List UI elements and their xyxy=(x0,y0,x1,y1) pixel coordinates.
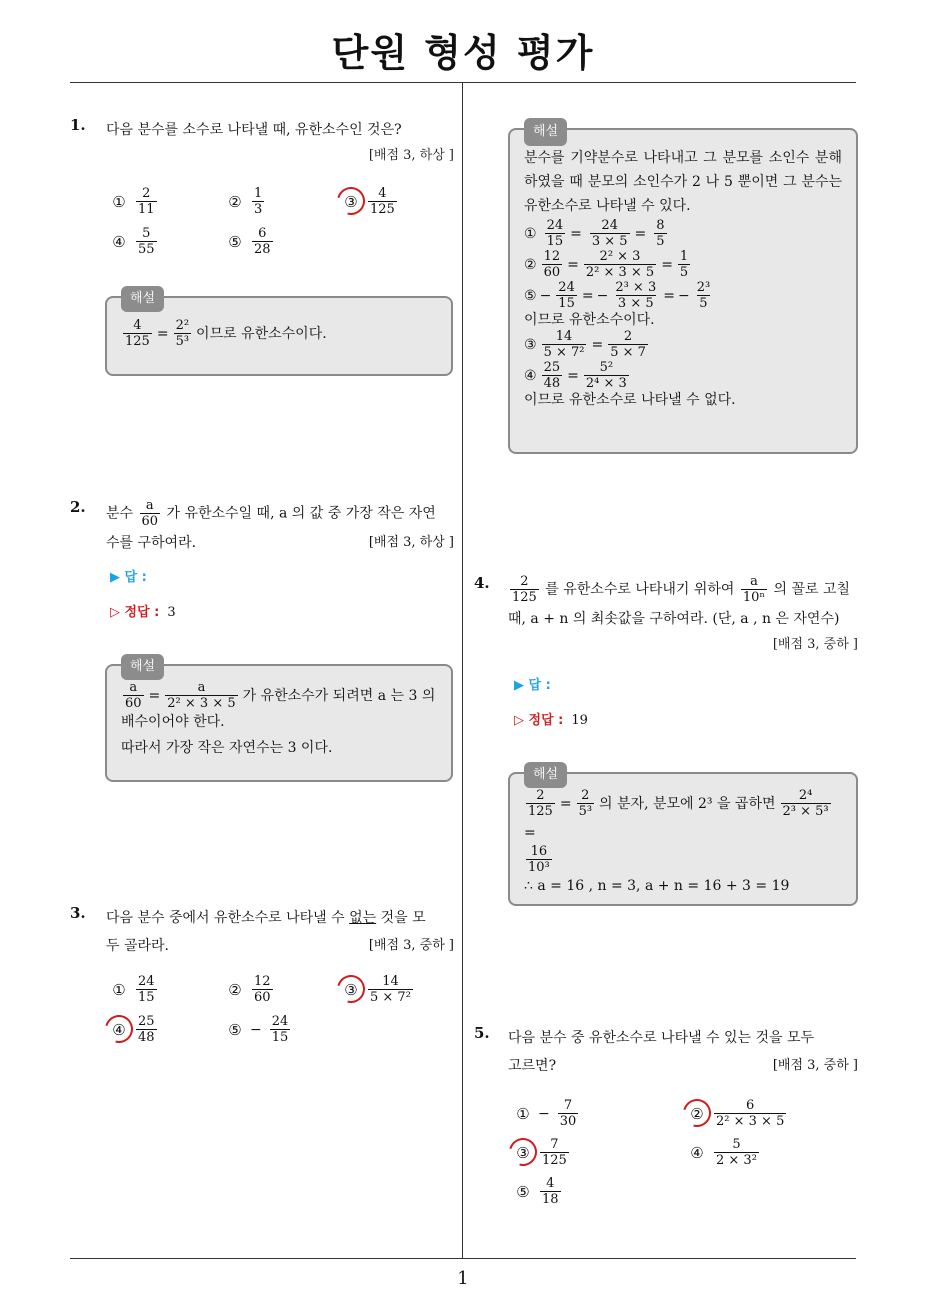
explanation-row: ② $\frac{12}{60}$ = $\frac{\text{2² × 3}}{\text{2² × 3 × 5}}$ = $\frac{1}{5}$ xyxy=(524,249,689,280)
question-4: 4. $\frac{2}{125}$ 를 유한소수로 나타내기 위하여 $\frac{a}{\text{10ⁿ}}$ 의 꼴로 고칠 때, a + n 의 최솟값을 구하여라. (단, a , n 은 자연수) [배점 3, 중하 ] xyxy=(474,574,858,652)
choice-marker: ② xyxy=(228,192,242,211)
question-text: 때, a + n 의 최솟값을 구하여라. (단, a , n 은 자연수) xyxy=(508,611,840,627)
question-text: 다음 분수 중에서 유한소수로 나타낼 수 xyxy=(106,910,350,926)
question-number: 4. xyxy=(474,574,490,592)
q2-explanation: 해설 $\frac{a}{60}$ = $\frac{a}{\text{2² × 3 × 5}}$ 가 유한소수가 되려면 a 는 3 의 배수이어야 한다. 따라서 가장 작은 자연수는 3 이다. xyxy=(105,664,453,782)
question-text: 분수 xyxy=(106,505,134,522)
choice-3[interactable]: ③ $\frac{7}{125}$ xyxy=(514,1137,571,1168)
choice-4[interactable]: ④ $\frac{5}{\text{2 × 3²}}$ xyxy=(690,1137,757,1168)
points-label: [배점 3, 중하 ] xyxy=(772,1058,858,1073)
choice-1[interactable]: ① $\frac{2}{11}$ xyxy=(110,186,159,217)
explanation-row: ③ $\frac{14}{\text{5 × 7²}}$ = $\frac{2}{5 \times 7}$ xyxy=(524,329,646,360)
choice-marker: ④ xyxy=(112,232,126,251)
explanation-row: ⑤ − $\frac{24}{15}$ = − $\frac{\text{2³ × 3}}{3 \times 5}$ = − $\frac{\text{2³}}{5}$ xyxy=(524,280,711,311)
choice-marker: ⑤ xyxy=(228,232,242,251)
points-label: [배점 3, 중하 ] xyxy=(772,637,858,652)
choice-marker: ① xyxy=(112,192,126,211)
choice-marker-selected: ③ xyxy=(342,981,360,999)
choice-4[interactable]: ④ $\frac{5}{55}$ xyxy=(110,226,159,257)
explanation-tag: 해설 xyxy=(121,654,164,680)
page-title: 단원 형성 평가 xyxy=(331,31,595,75)
question-number: 3. xyxy=(70,904,86,922)
question-5 xyxy=(474,1024,858,1080)
choice-marker-selected: ③ xyxy=(342,193,360,211)
explanation-tag: 해설 xyxy=(121,286,164,312)
points-label: [배점 3, 중하 ] xyxy=(368,938,454,953)
question-text: 고르면? xyxy=(508,1058,557,1074)
explanation-text: ∴ a = 16 , n = 3, a + n = 16 + 3 = 19 xyxy=(524,878,790,894)
question-2: 2. 분수 $\frac{a}{60}$ 가 유한소수일 때, a 의 값 중 가장 작은 자연 수를 구하여라. [배점 3, 하상 ] xyxy=(70,498,454,557)
page-number: 1 xyxy=(457,1268,469,1289)
points-label: [배점 3, 하상 ] xyxy=(368,535,454,550)
question-text: 수를 구하여라. xyxy=(106,535,197,551)
explanation-text: 따라서 가장 작은 자연수는 3 이다. xyxy=(121,740,333,756)
choice-5[interactable]: ⑤ $\frac{6}{28}$ xyxy=(226,226,275,257)
question-number: 2. xyxy=(70,498,86,516)
choice-marker-selected: ④ xyxy=(110,1021,128,1039)
answer-field[interactable]: ▶ 답 : xyxy=(514,678,551,693)
q3-explanation xyxy=(508,124,858,454)
question-text-underlined: 없는 xyxy=(349,910,377,926)
explanation-text: 의 분자, 분모에 2³ 을 곱하면 xyxy=(599,795,776,812)
explanation-text: 가 유한소수가 되려면 a 는 3 의 xyxy=(242,687,436,704)
explanation-tag: 해설 xyxy=(524,118,567,146)
explanation-text: 분수를 기약분수로 나타내고 그 분모를 소인수 분해하였을 때 분모의 소인수가 2 나 5 뿐이면 그 분수는 유한소수로 나타낼 수 있다. xyxy=(524,150,842,214)
q4-explanation: 해설 $\frac{2}{125}$ = $\frac{2}{\text{5³}}$ 의 분자, 분모에 2³ 을 곱하면 $\frac{\text{2⁴}}{\text{2³ × 5³}}$ = $\frac{16}{\text{10³}}$ ∴ a = 16 , n = 3, a + n = 16 + 3 = 19 xyxy=(508,772,858,906)
explanation-text: 배수이어야 한다. xyxy=(121,714,225,730)
choice-3[interactable]: ③ $\frac{14}{\text{5 × 7²}}$ xyxy=(342,974,415,1005)
question-number: 1. xyxy=(70,116,86,134)
choice-marker-selected: ③ xyxy=(514,1144,532,1162)
choice-3[interactable]: ③ $\frac{4}{125}$ xyxy=(342,186,399,217)
choice-4[interactable]: ④ $\frac{25}{48}$ xyxy=(110,1014,159,1045)
choice-2[interactable]: ② $\frac{1}{3}$ xyxy=(226,186,266,217)
choice-5[interactable]: ⑤ $\frac{4}{18}$ xyxy=(516,1176,559,1207)
choice-5[interactable]: ⑤ − $\frac{24}{15}$ xyxy=(228,1014,289,1045)
answer-field[interactable]: ▶ 답 : xyxy=(110,570,147,585)
question-3 xyxy=(70,904,454,960)
explanation-text: 이므로 유한소수로 나타낼 수 없다. xyxy=(524,392,736,408)
points-label: [배점 3, 하상 ] xyxy=(368,148,454,163)
question-text: 를 유한소수로 나타내기 위하여 xyxy=(545,581,735,598)
question-number: 5. xyxy=(474,1024,490,1042)
explanation-tag: 해설 xyxy=(524,762,567,788)
question-text: 다음 분수를 소수로 나타낼 때, 유한소수인 것은? xyxy=(106,122,402,138)
bottom-rule xyxy=(70,1258,856,1259)
question-text: 의 꼴로 고칠 xyxy=(773,581,851,598)
question-text: 가 유한소수일 때, a 의 값 중 가장 작은 자연 xyxy=(166,505,436,522)
choice-marker-selected: ② xyxy=(688,1105,706,1123)
choice-2[interactable]: ② $\frac{12}{60}$ xyxy=(228,974,271,1005)
explanation-row: ④ $\frac{25}{48}$ = $\frac{\text{5²}}{\text{2⁴ × 3}}$ xyxy=(524,360,627,391)
explanation-row: ① $\frac{24}{15}$ = $\frac{24}{3 \times 5}$ = $\frac{8}{5}$ xyxy=(524,218,665,249)
question-text: 것을 모 xyxy=(376,910,426,926)
question-text: 다음 분수 중 유한소수로 나타낼 수 있는 것을 모두 xyxy=(508,1030,815,1046)
explanation-text: 이므로 유한소수이다. xyxy=(524,312,655,328)
correct-answer: ▷ 정답 : 3 xyxy=(110,605,176,620)
choice-1[interactable]: ① − $\frac{7}{30}$ xyxy=(516,1098,577,1129)
choice-1[interactable]: ① $\frac{24}{15}$ xyxy=(112,974,155,1005)
choice-2[interactable]: ② $\frac{6}{\text{2² × 3 × 5}}$ xyxy=(688,1098,788,1129)
explanation-text: 이므로 유한소수이다. xyxy=(196,325,327,342)
correct-answer: ▷ 정답 : 19 xyxy=(514,713,588,728)
question-1 xyxy=(70,116,454,163)
top-rule xyxy=(70,82,856,83)
question-text: 두 골라라. xyxy=(106,938,169,954)
column-divider xyxy=(462,82,463,1258)
q1-explanation: 해설 $\frac{4}{125}$ = $\frac{\text{2²}}{\text{5³}}$ 이므로 유한소수이다. xyxy=(105,296,453,376)
